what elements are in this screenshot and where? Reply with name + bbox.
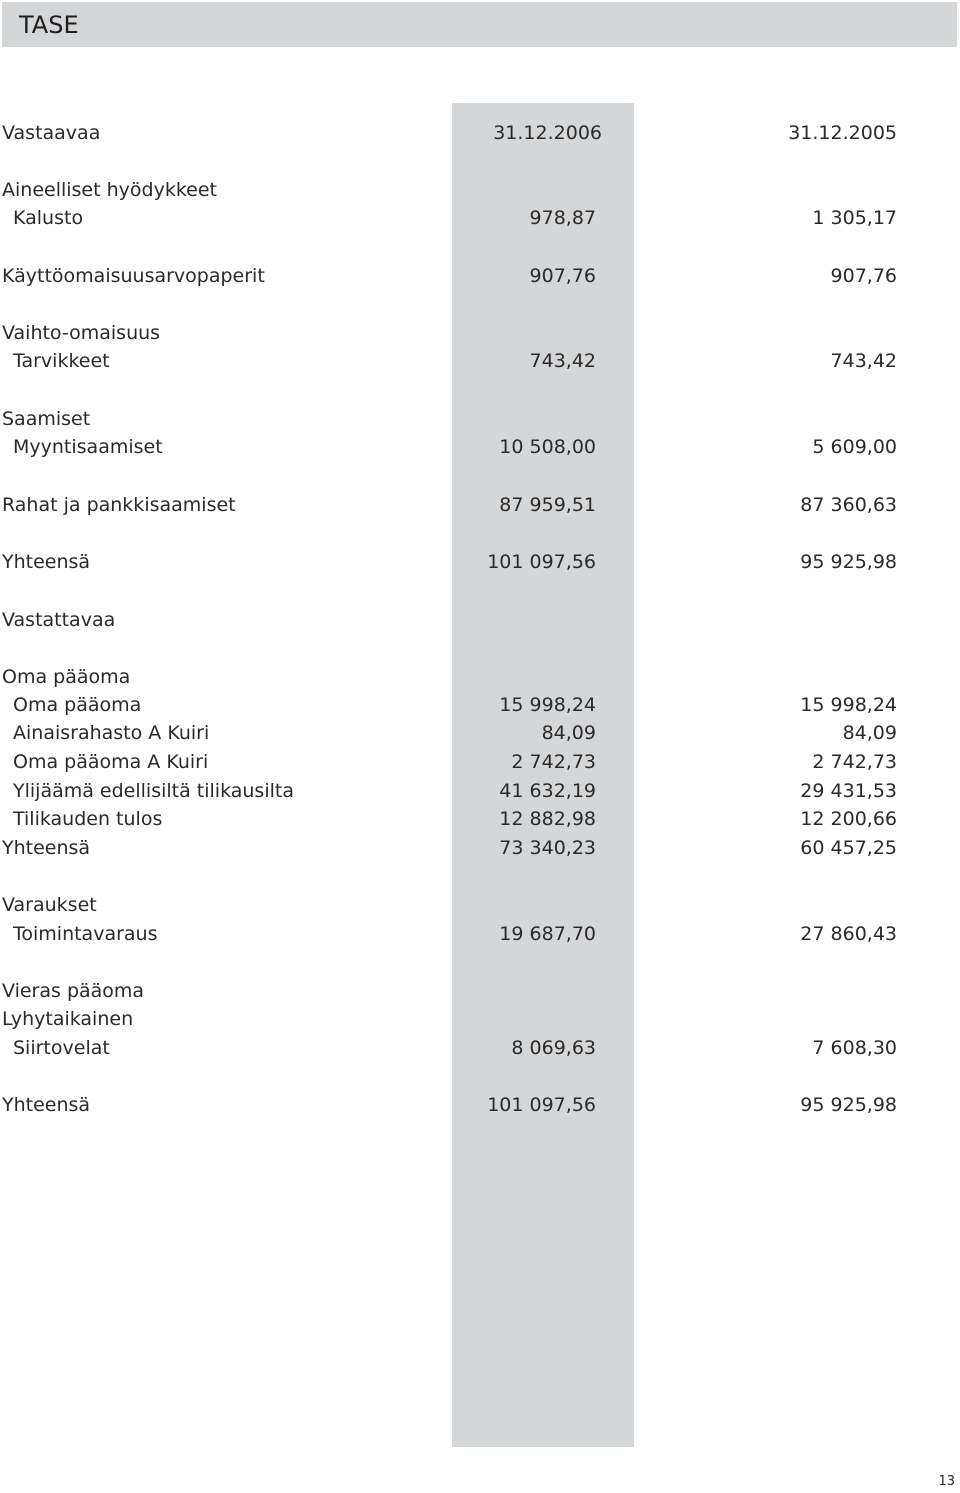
section-heading	[0, 606, 960, 634]
page-number: 13	[938, 1474, 955, 1489]
value-2005: 7 608,30	[812, 1037, 897, 1059]
balance-row	[0, 891, 960, 919]
balance-row	[0, 691, 960, 719]
balance-row	[0, 663, 960, 691]
value-2006: 19 687,70	[499, 923, 596, 945]
row-label: Myyntisaamiset	[13, 436, 163, 458]
balance-row	[0, 491, 960, 519]
balance-row	[0, 719, 960, 747]
value-2006: 41 632,19	[499, 780, 596, 802]
balance-row	[0, 176, 960, 204]
row-label: Oma pääoma	[2, 666, 131, 688]
value-2005: 2 742,73	[812, 751, 897, 773]
row-label: Vastaavaa	[2, 122, 101, 144]
row-label: Siirtovelat	[13, 1037, 110, 1059]
balance-row	[0, 405, 960, 433]
value-2005: 1 305,17	[812, 207, 897, 229]
balance-row	[0, 204, 960, 232]
value-2005: 907,76	[830, 265, 897, 287]
row-label: Yhteensä	[2, 837, 91, 859]
value-2006: 10 508,00	[499, 436, 596, 458]
row-label: Lyhytaikainen	[2, 1008, 134, 1030]
value-2006: 907,76	[529, 265, 596, 287]
row-label: Toimintavaraus	[13, 923, 158, 945]
balance-row	[0, 977, 960, 1005]
row-label: Aineelliset hyödykkeet	[2, 179, 217, 201]
row-label: Vieras pääoma	[2, 980, 145, 1002]
value-2005: 84,09	[842, 722, 897, 744]
row-label: Yhteensä	[2, 551, 91, 573]
balance-row	[0, 805, 960, 833]
value-2006: 978,87	[529, 207, 596, 229]
value-2005: 87 360,63	[800, 494, 897, 516]
value-2006: 8 069,63	[511, 1037, 596, 1059]
value-2006: 73 340,23	[499, 837, 596, 859]
row-label: Yhteensä	[2, 1094, 91, 1116]
balance-row	[0, 262, 960, 290]
value-2006: 12 882,98	[499, 808, 596, 830]
column-header-2006: 31.12.2006	[493, 122, 602, 144]
column-header-2005: 31.12.2005	[788, 122, 897, 144]
row-label: Saamiset	[2, 408, 91, 430]
value-2005: 29 431,53	[800, 780, 897, 802]
value-2005: 743,42	[830, 350, 897, 372]
row-label: Oma pääoma A Kuiri	[13, 751, 209, 773]
balance-row	[0, 1005, 960, 1033]
row-label: Tilikauden tulos	[13, 808, 163, 830]
balance-row	[0, 777, 960, 805]
value-2005: 95 925,98	[800, 551, 897, 573]
total-row	[0, 548, 960, 576]
value-2005: 27 860,43	[800, 923, 897, 945]
balance-row	[0, 319, 960, 347]
value-2005: 15 998,24	[800, 694, 897, 716]
row-label: Vastattavaa	[2, 609, 116, 631]
value-2006: 84,09	[541, 722, 596, 744]
value-2005: 12 200,66	[800, 808, 897, 830]
header-bar	[2, 2, 957, 47]
row-label: Ylijäämä edellisiltä tilikausilta	[13, 780, 294, 802]
row-label: Käyttöomaisuusarvopaperit	[2, 265, 265, 287]
value-2006: 87 959,51	[499, 494, 596, 516]
value-2006: 101 097,56	[487, 1094, 596, 1116]
row-label: Vaihto-omaisuus	[2, 322, 161, 344]
balance-row	[0, 748, 960, 776]
balance-row	[0, 1034, 960, 1062]
row-label: Kalusto	[13, 207, 84, 229]
total-row	[0, 1091, 960, 1119]
balance-row	[0, 347, 960, 375]
row-label: Oma pääoma	[13, 694, 142, 716]
page-title: TASE	[19, 11, 79, 39]
value-2005: 95 925,98	[800, 1094, 897, 1116]
value-2006: 15 998,24	[499, 694, 596, 716]
balance-row	[0, 920, 960, 948]
balance-row	[0, 433, 960, 461]
value-2006: 101 097,56	[487, 551, 596, 573]
value-2005: 5 609,00	[812, 436, 897, 458]
row-label: Tarvikkeet	[13, 350, 110, 372]
row-label: Ainaisrahasto A Kuiri	[13, 722, 210, 744]
value-2006: 743,42	[529, 350, 596, 372]
row-label: Varaukset	[2, 894, 97, 916]
total-row	[0, 834, 960, 862]
balance-row-header	[0, 119, 960, 147]
value-2006: 2 742,73	[511, 751, 596, 773]
value-2005: 60 457,25	[800, 837, 897, 859]
row-label: Rahat ja pankkisaamiset	[2, 494, 236, 516]
